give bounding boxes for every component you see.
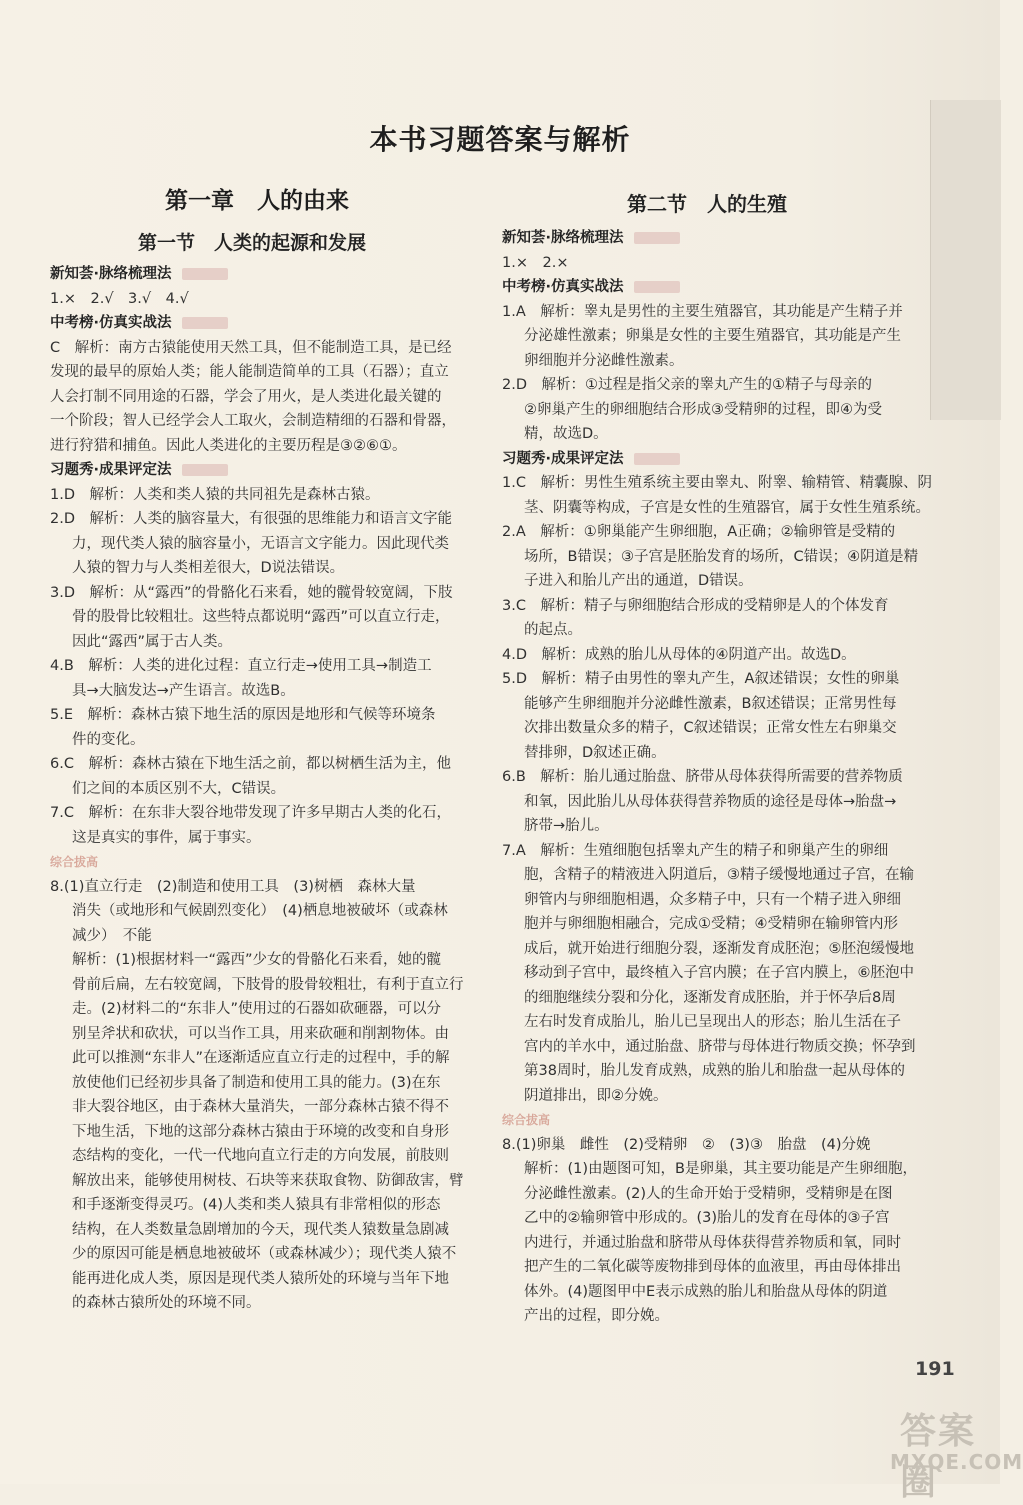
left-subheading [50, 458, 470, 483]
faded-label-tag [182, 317, 228, 329]
right-answer-line: 1.× 2.× [502, 254, 569, 271]
left-answer-line: 进行狩猎和捕鱼。因此人类进化的主要历程是③②⑥①。 [50, 437, 407, 454]
faded-label-tag [182, 268, 228, 280]
left-answer-line: 件的变化。 [72, 731, 145, 748]
watermark-text-2: MXQE.COM [890, 1450, 1023, 1474]
right-answer-line: 替排卵，D叙述正确。 [524, 744, 666, 761]
left-answer-line: 发现的最早的原始人类；能人能制造简单的工具（石器）；直立 [50, 364, 449, 380]
left-answer-line: 力，现代类人猿的脑容量小，无语言文字能力。因此现代类 [72, 535, 449, 552]
left-answer-line: 结构，在人类数量急剧增加的今天，现代类人猿数量急剧减 [72, 1221, 449, 1238]
right-answer-line: 内进行，并通过胎盘和脐带从母体获得营养物质和氧，同时 [524, 1234, 901, 1251]
subheading-label: 新知荟·脉络梳理法 [50, 266, 172, 282]
left-answer-line: 放使他们已经初步具备了制造和使用工具的能力。(3)在东 [72, 1074, 441, 1091]
left-answer-line: 1.× 2.√ 3.√ 4.√ [50, 290, 189, 307]
faded-label-tag [634, 281, 680, 293]
subheading-label: 中考榜·仿真实战法 [502, 279, 624, 295]
right-answer-line: 1.C 解析：男性生殖系统主要由睾丸、附睾、输精管、精囊腺、阴 [502, 475, 932, 491]
right-answer-line: 子进入和胎儿产出的通道，D错误。 [524, 573, 753, 589]
left-answer-line: 7.C 解析：在东非大裂谷地带发现了许多早期古人类的化石， [50, 805, 451, 821]
left-subheading [50, 262, 470, 287]
left-answer-line: 1.D 解析：人类和类人猿的共同祖先是森林古猿。 [50, 486, 380, 503]
right-answer-line: 6.B 解析：胎儿通过胎盘、脐带从母体获得所需要的营养物质 [502, 769, 903, 785]
left-answer-line: 下地生活，下地的这部分森林古猿由于环境的改变和自身形 [72, 1123, 449, 1140]
left-answer-line: 消失（或地形和气候剧烈变化） (4)栖息地被破坏（或森林 [72, 903, 448, 919]
left-answer-line: 少的原因可能是栖息地被破坏（或森林减少）；现代类人猿不 [72, 1246, 457, 1262]
page-number: 191 [915, 1358, 955, 1380]
left-subheading [50, 311, 470, 336]
subheading-label: 习题秀·成果评定法 [50, 462, 172, 478]
right-answer-line: 卵细胞并分泌雌性激素。 [524, 352, 684, 369]
left-answer-line: 和手逐渐变得灵巧。(4)人类和类人猿具有非常相似的形态 [72, 1197, 441, 1213]
right-answer-line: 分泌雌性激素。(2)人的生命开始于受精卵，受精卵是在图 [524, 1185, 893, 1202]
right-section-tag: 综合拔高 [502, 1113, 551, 1127]
watermark-logo [880, 1395, 1023, 1503]
right-answer-line: 2.D 解析：①过程是指父亲的睾丸产生的①精子与母亲的 [502, 377, 872, 393]
right-answer-line: 胞并与卵细胞相融合，完成①受精；④受精卵在输卵管内形 [524, 916, 898, 932]
left-answer-line: 态结构的变化，一代一代地向直立行走的方向发展，前肢则 [72, 1148, 449, 1164]
subheading-label: 中考榜·仿真实战法 [50, 315, 172, 331]
left-answer-line: 此可以推测“东非人”在逐渐适应直立行走的过程中，手的解 [72, 1050, 450, 1066]
right-answer-line: 3.C 解析：精子与卵细胞结合形成的受精卵是人的个体发育 [502, 597, 889, 614]
right-answer-line: 第38周时，胎儿发育成熟，成熟的胎儿和胎盘一起从母体的 [524, 1063, 905, 1079]
right-answer-line: 8.(1)卵巢 雌性 (2)受精卵 ② (3)③ 胎盘 (4)分娩 [502, 1136, 871, 1153]
right-answer-line: 脐带→胎儿。 [524, 818, 609, 834]
right-answer-line: 阴道排出，即②分娩。 [524, 1087, 668, 1104]
right-subheading [502, 275, 932, 300]
right-answer-line: 左右时发育成胎儿，胎儿已呈现出人的形态；胎儿生活在子 [524, 1014, 901, 1030]
left-answer-line: C 解析：南方古猿能使用天然工具，但不能制造工具，是已经 [50, 339, 452, 356]
right-answer-line: 卵管内与卵细胞相遇，众多精子中，只有一个精子进入卵细 [524, 891, 901, 908]
right-answer-line: 能够产生卵细胞并分泌雌性激素，B叙述错误；正常男性每 [524, 695, 897, 712]
right-answer-line: 把产生的二氧化碳等废物排到母体的血液里，再由母体排出 [524, 1259, 901, 1275]
right-answer-line: 产出的过程，即分娩。 [524, 1308, 669, 1324]
left-answer-line: 非大裂谷地区，由于森林大量消失，一部分森林古猿不得不 [72, 1099, 449, 1115]
right-answer-line: 的细胞继续分裂和分化，逐渐发育成胚胎，并于怀孕后8周 [524, 989, 896, 1006]
right-answer-line: 精，故选D。 [524, 426, 608, 442]
left-answer-line: 走。(2)材料二的“东非人”使用过的石器如砍砸器，可以分 [72, 1001, 442, 1017]
faded-label-tag [634, 453, 680, 465]
subheading-label: 新知荟·脉络梳理法 [502, 230, 624, 246]
left-answer-line: 8.(1)直立行走 (2)制造和使用工具 (3)树栖 森林大量 [50, 878, 416, 895]
left-answer-line: 5.E 解析：森林古猿下地生活的原因是地形和气候等环境条 [50, 707, 436, 723]
left-answer-line: 的森林古猿所处的环境不同。 [72, 1295, 261, 1311]
left-answer-line: 们之间的本质区别不大，C错误。 [72, 780, 286, 797]
left-column-answers [50, 262, 470, 1316]
right-answer-line: 体外。(4)题图甲中E表示成熟的胎儿和胎盘从母体的阴道 [524, 1283, 888, 1300]
faded-label-tag [634, 232, 680, 244]
left-answer-line: 3.D 解析：从“露西”的骨骼化石来看，她的髋骨较宽阔，下肢 [50, 584, 453, 601]
subheading-label: 习题秀·成果评定法 [502, 450, 624, 467]
right-answer-line: 和氧，因此胎儿从母体获得营养物质的途径是母体→胎盘→ [524, 793, 897, 810]
left-section-heading: 第一节 人类的起源和发展 [138, 232, 367, 254]
right-answer-line: 解析：(1)由题图可知，B是卵巢，其主要功能是产生卵细胞， [524, 1161, 917, 1177]
right-subheading [502, 226, 932, 251]
right-answer-line: 胞，含精子的精液进入阴道后，③精子缓慢地通过子宫，在输 [524, 867, 914, 883]
right-column-answers [502, 226, 932, 1329]
right-answer-line: 分泌雄性激素；卵巢是女性的主要生殖器官，其功能是产生 [524, 328, 901, 344]
left-answer-line: 减少） 不能 [72, 927, 152, 944]
chapter-heading: 第一章 人的由来 [165, 188, 349, 214]
right-answer-line: 的起点。 [524, 622, 582, 638]
right-answer-line: 7.A 解析：生殖细胞包括睾丸产生的精子和卵巢产生的卵细 [502, 842, 889, 859]
faded-label-tag [182, 464, 228, 476]
left-answer-line: 这是真实的事件，属于事实。 [72, 829, 261, 846]
left-answer-line: 4.B 解析：人类的进化过程：直立行走→使用工具→制造工 [50, 658, 432, 674]
right-answer-line: 茎、阴囊等构成，子宫是女性的生殖器官，属于女性生殖系统。 [524, 499, 930, 516]
left-answer-line: 解析：(1)根据材料一“露西”少女的骨骼化石来看，她的髋 [72, 952, 442, 968]
right-answer-line: 场所，B错误；③子宫是胚胎发育的场所，C错误；④阴道是精 [524, 548, 919, 565]
right-answer-line: 4.D 解析：成熟的胎儿从母体的④阴道产出。故选D。 [502, 646, 856, 663]
left-answer-line: 6.C 解析：森林古猿在下地生活之前，都以树栖生活为主，他 [50, 756, 451, 772]
left-answer-line: 因此“露西”属于古人类。 [72, 633, 233, 650]
right-subheading [502, 447, 932, 472]
watermark-text-1: 答案圈 [900, 1411, 977, 1503]
right-answer-line: 成后，就开始进行细胞分裂，逐渐发育成胚泡；⑤胚泡缓慢地 [524, 940, 914, 957]
right-answer-line: 宫内的羊水中，通过胎盘、脐带与母体进行物质交换；怀孕到 [524, 1038, 916, 1055]
left-answer-line: 骨前后扁，左右较宽阔，下肢骨的股骨较粗壮，有利于直立行 [72, 976, 464, 993]
left-answer-line: 人猿的智力与人类相差很大，D说法错误。 [72, 560, 345, 576]
left-answer-line: 解放出来，能够使用树枝、石块等来获取食物、防御敌害，臂 [72, 1172, 464, 1189]
left-section-tag: 综合拔高 [50, 855, 99, 869]
page-title: 本书习题答案与解析 [369, 123, 631, 156]
right-answer-line: 2.A 解析：①卵巢能产生卵细胞，A正确；②输卵管是受精的 [502, 524, 896, 540]
right-answer-line: 1.A 解析：睾丸是男性的主要生殖器官，其功能是产生精子并 [502, 303, 903, 320]
left-answer-line: 能再进化成人类，原因是现代类人猿所处的环境与当年下地 [72, 1270, 449, 1287]
right-answer-line: 次排出数量众多的精子，C叙述错误；正常女性左右卵巢交 [524, 720, 897, 736]
right-answer-line: 移动到子宫中，最终植入子宫内膜；在子宫内膜上，⑥胚泡中 [524, 965, 914, 981]
left-answer-line: 具→大脑发达→产生语言。故选B。 [72, 682, 295, 699]
left-answer-line: 骨的股骨比较粗壮。这些特点都说明“露西”可以直立行走， [72, 609, 450, 625]
left-answer-line: 别呈斧状和砍状，可以当作工具，用来砍砸和削割物体。由 [72, 1025, 449, 1042]
right-section-heading: 第二节 人的生殖 [627, 192, 787, 216]
left-answer-line: 2.D 解析：人类的脑容量大，有很强的思维能力和语言文字能 [50, 511, 452, 527]
right-answer-line: ②卵巢产生的卵细胞结合形成③受精卵的过程，即④为受 [524, 401, 882, 418]
left-answer-line: 一个阶段；智人已经学会人工取火，会制造精细的石器和骨器， [50, 413, 456, 429]
right-answer-line: 5.D 解析：精子由男性的睾丸产生，A叙述错误；女性的卵巢 [502, 671, 900, 687]
right-answer-line: 乙中的②输卵管中形成的。(3)胎儿的发育在母体的③子宫 [524, 1210, 890, 1226]
left-answer-line: 人会打制不同用途的石器，学会了用火，是人类进化最关键的 [50, 388, 442, 405]
